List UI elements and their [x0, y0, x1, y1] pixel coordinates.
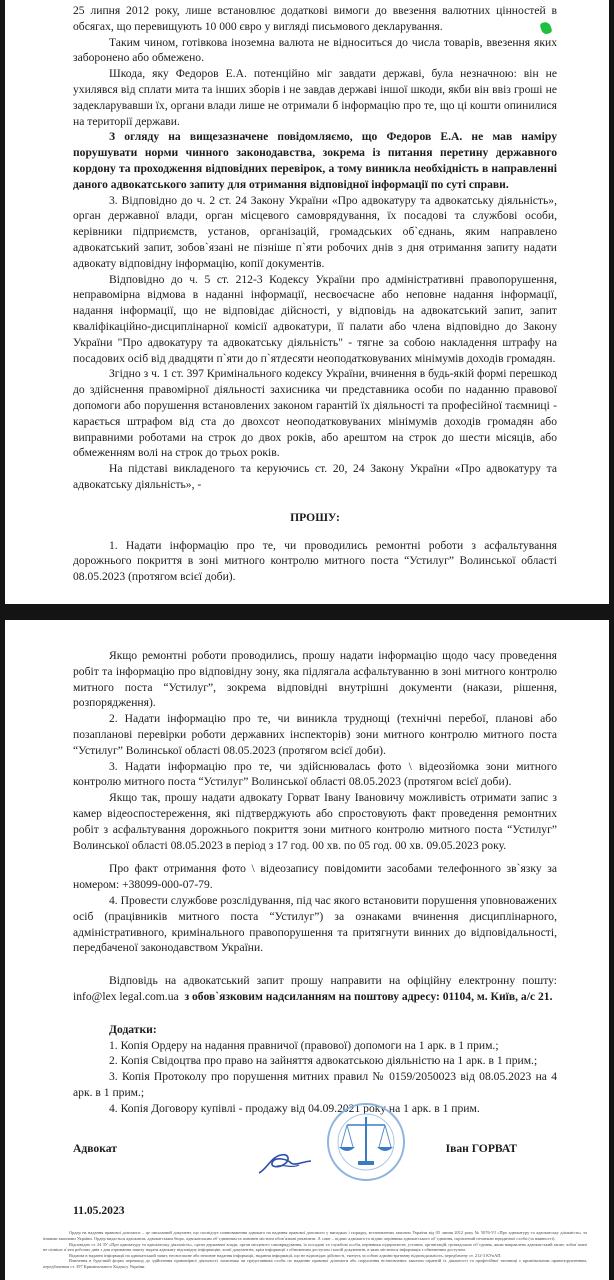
official-stamp-icon — [325, 1101, 407, 1183]
paragraph-currency-rules: 25 липня 2012 року, лише встановлює додаткові вимоги до ввезення валютних цінностей в обсягах, що перевищують 10 000 євро у вигляді письмового декларування. — [73, 4, 557, 33]
paragraph-law-article-24: 3. Відповідно до ч. 2 ст. 24 Закону України «Про адвокатуру та адвокатську діяльність», орган державної влади, орган місцевого самоврядування, їх посадові та службові особи, керівники підприємств, установ, організацій, громадських об`єднань, яким направлено адвокатський запит, зобов`язані не пізніше п`яти робочих днів з дня отримання запиту надати адвокату відповідну інформацію, копії документів. — [73, 193, 557, 270]
paragraph-reply-address — [73, 973, 557, 1005]
reply-postal-address: з обов`язковим надсиланням на поштову адресу: 01104, м. Київ, а/с 21. — [184, 989, 553, 1003]
paragraph-conclusion: З огляду на вищезазначене повідомляємо, що Федоров Е.А. не мав наміру порушувати норми чинного законодавства, зокрема із питання перетину державного кордону та проходження відповідних перевірок, а тому виникла необхідність в направленні даного адвокатського запиту для отримання відповідної інформації по суті справи. — [73, 130, 557, 191]
paragraph-damage: Шкода, яку Федоров Е.А. потенційно міг завдати державі, була незначною: він не ухилявся від сплати мита та інших зборів і не завдав державі іншої шкоди, якби він ввіз гроші не задекларувавши їх, органи влади лише не отримали б інформацію про те, що ці кошти опинилися на території держави. — [73, 67, 557, 128]
paragraph-repair-details: Якщо ремонтні роботи проводились, прошу надати інформацію щодо часу проведення робіт та інформацію про відповідну зону, яка підлягала асфальтуванню в зоні митного контролю митного поста “Устилуг”, зокрема відповідні внутрішні документи (накази, рішення, розпорядження). — [73, 649, 557, 710]
paragraph-article-397: Згідно з ч. 1 ст. 397 Кримінального кодексу України, вчинення в будь-якій формі перешкод до здійснення правомірної діяльності захисника чи представника особи по наданню правової допомоги або порушення встановлених законом гарантій їх діяльності та професійної таємниці - карається штрафом від ста до двохсот неоподатковуваних мінімумів доходів громадян або виправними роботами на строк до двох років, або арештом на строк до шести місяців, або обмеженням волі на строк до трьох років. — [73, 367, 557, 460]
attachment-item: 3. Копія Протоколу про порушення митних правил № 0159/2050023 від 08.05.2023 на 4 арк. в 1 прим.; — [73, 1070, 557, 1099]
handwritten-signature-icon — [255, 1147, 315, 1177]
footnote-item: Відповідно ст. 24 ЗУ «Про адвокатуру та адвокатську діяльність», орган державної влади, орган місцевого самоврядування, їх посадові та службові особи, керівники підприємств, установ, організацій, громадських об`єднань, яким направлено адвокатський запит, зобов`язані не пізніше п`яти робочих днів з дня отримання запиту надати адвокату відповідну інформацію, копії документів, крім інформації з обмеженим доступом і копій документів, в яких міститься інформація з обмеженим доступом. — [43, 1241, 587, 1253]
document-page-1 — [5, 0, 609, 604]
reply-email-link[interactable]: info@lex legal.com.ua — [73, 989, 179, 1003]
document-date: 11.05.2023 — [73, 1203, 125, 1217]
paragraph-camera-records: Якщо так, прошу надати адвокату Горват Івану Івановичу можливість отримати запис з камер відеоспостереження, які підтверджують або спростовують факт проведення ремонтних робіт з асфальтування дорожнього покриття зони митного контролю митного поста “Устилуг” Волинської області 08.05.2023 в період з 17 год. 00 хв. по 05 год. 00 хв. 09.05.2023 року. — [73, 791, 557, 852]
request-item-4: 4. Провести службове розслідування, під час якого встановити порушення уповноважених осіб (працівників митного поста “Устилуг”) за ознаками вчинення дисциплінарного, адміністративного, кримінального правопорушення та притягнути винних до відповідальності, передбаченої законодавством України. — [73, 893, 557, 955]
footnotes — [43, 1230, 587, 1269]
footnote-item: Відмова в наданні інформації на адвокатський запит, несвоєчасне або неповне надання інформації, надання інформації, що не відповідає дійсності, тягнуть за собою адміністративну відповідальність, передбачену ст. 212-3 КУпАП. — [69, 1252, 502, 1258]
signer-role: Адвокат — [73, 1141, 117, 1155]
footnote-item: Ордер на надання правової допомоги – це письмовий документ, що посвідчує повноваження адвоката на надання правової допомоги у випадках і порядку, встановлених законом України від 05 липня 2012 року № 5076-VI «Про адвокатуру та адвокатську діяльність» та іншими законами України. Ордер видається адвокатом, адвокатським бюро, адвокатським об`єднанням та повинен містити обов`язкові реквізити. А саме – підпис адвоката та підпис керівника адвокатського об`єднання, скріплений печаткою юридичної особи (за наявності). — [43, 1230, 587, 1241]
paragraph-basis: На підставі викладеного та керуючись ст. 20, 24 Закону України «Про адвокатуру та адвокатську діяльність», - — [73, 462, 557, 491]
attachment-item: 2. Копія Свідоцтва про право на зайняття адвокатською діяльністю на 1 арк. в 1 прим.; — [109, 1054, 538, 1068]
paragraph-article-212-3: Відповідно до ч. 5 ст. 212-3 Кодексу України про адміністративні правопорушення, неправомірна відмова в наданні інформації, несвоєчасне або неповне надання інформації, надання інформації, що не відповідає дійсності, у відповідь на адвокатський запит, запит кваліфікаційно-дисциплінарної комісії адвокатури, її палати або члена відповідно до Закону України "Про адвокатуру та адвокатську діяльність" - тягне за собою накладення штрафу на посадових осіб від двадцяти п`яти до п`ятдесяти неоподатковуваних мінімумів доходів громадян. — [73, 272, 557, 365]
footnote-item: Вчинення в будь-якій формі перешкод до здійснення правомірної діяльності захисника чи представника особи по наданню правової допомоги або порушення встановлених законом гарантій їх діяльності та професійної таємниці є кримінальним правопорушенням, передбаченим ст. 397 Кримінального Кодексу України. — [43, 1258, 587, 1269]
signer-name: Іван ГОРВАТ — [445, 1141, 517, 1155]
request-item-2: 2. Надати інформацію про те, чи виникла труднощі (технічні перебої, планові або позапланові перевірки роботи державних інспекторів) зони митного контролю митного поста “Устилуг” Волинської області 08.05.2023 (протягом всієї доби). — [73, 712, 557, 757]
attachment-item: 4. Копія Договору купівлі - продажу від 04.09.2021 року на 1 арк. в 1 прим. — [109, 1101, 480, 1115]
attachment-item: 1. Копія Ордеру на надання правничої (правової) допомоги на 1 арк. в 1 прим.; — [109, 1038, 499, 1052]
reply-intro: Відповідь на адвокатський запит прошу направити на офіційну електронну пошту: — [109, 974, 557, 988]
document-page-2 — [5, 620, 609, 1280]
page-1-body — [73, 0, 557, 585]
page-2-body — [43, 648, 587, 1269]
paragraph-not-restricted: Таким чином, готівкова іноземна валюта не відноситься до числа товарів, ввезення яких заборонено або обмежено. — [73, 35, 557, 65]
signature-block — [73, 1131, 557, 1191]
attachments-title: Додатки: — [109, 1022, 157, 1036]
request-item-1: 1. Надати інформацію про те, чи проводились ремонтні роботи з асфальтування дорожнього покриття в зоні митного контролю митного поста “Устилуг” Волинської області 08.05.2023 (протягом всієї доби). — [73, 538, 557, 584]
request-item-3: 3. Надати інформацію про те, чи здійснювалась фото \ відеозйомка зони митного контролю митного поста “Устилуг” Волинської області 08.05.2023 (протягом всієї доби). — [73, 759, 557, 789]
request-heading: ПРОШУ: — [290, 510, 340, 524]
paragraph-phone-contact: Про факт отримання фото \ відеозапису повідомити засобами телефонного зв`язку за номером: +38099-000-07-79. — [73, 862, 557, 892]
